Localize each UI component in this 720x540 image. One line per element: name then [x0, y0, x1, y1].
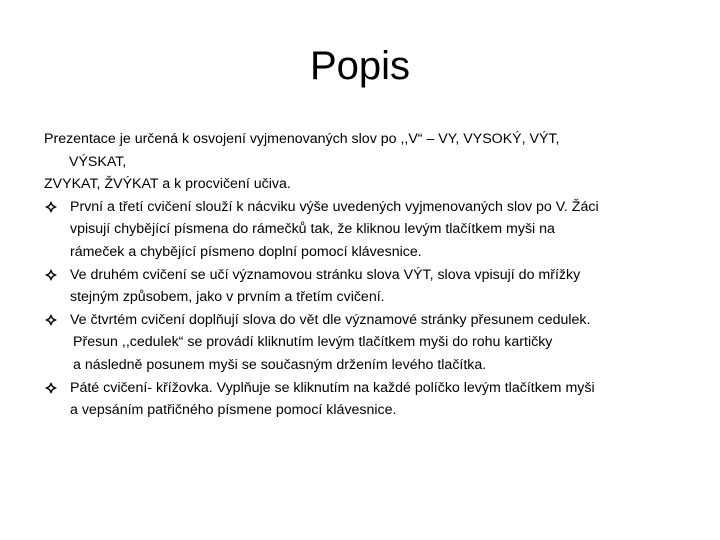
- bullet-item-4: [44, 377, 684, 422]
- bullet-item-2: [44, 264, 684, 309]
- slide-body: [44, 128, 684, 422]
- intro-line-2: VÝSKAT,: [69, 153, 127, 170]
- bullet-item-3: [44, 309, 684, 377]
- diamond-bullet-icon: [44, 268, 58, 282]
- bullet-text-3: [70, 309, 684, 377]
- intro-line-1: Prezentace je určená k osvojení vyjmenovaných slov po ,,V“ – VY, VYSOKÝ, VÝT,: [44, 131, 560, 147]
- bullet-text-1: [70, 196, 684, 264]
- bullet-2-line-2: stejným způsobem, jako v prvním a třetím cvičení.: [70, 289, 385, 306]
- bullet-2-line-1: Ve druhém cvičení se učí významovou stránku slova VÝT, slova vpisují do mřížky: [70, 266, 581, 283]
- diamond-bullet-icon: [44, 381, 58, 395]
- bullet-1-line-2: vpisují chybějící písmena do rámečků tak, že kliknou levým tlačítkem myši na: [70, 221, 555, 238]
- bullet-text-2: [70, 264, 684, 309]
- diamond-bullet-icon: [44, 200, 58, 214]
- bullet-1-line-3: rámeček a chybějící písmeno doplní pomocí klávesnice.: [70, 243, 422, 260]
- bullet-4-line-1: Páté cvičení- křížovka. Vyplňuje se kliknutím na každé políčko levým tlačítkem myši: [70, 379, 595, 396]
- bullet-1-line-1: První a třetí cvičení slouží k nácviku výše uvedených vyjmenovaných slov po V. Žáci: [70, 198, 599, 215]
- bullet-4-line-2: a vepsáním patřičného písmene pomocí klávesnice.: [70, 402, 397, 419]
- slide-title: Popis: [309, 44, 411, 88]
- diamond-bullet-icon: [44, 313, 58, 327]
- bullet-text-4: [70, 377, 684, 422]
- bullet-3-line-2: Přesun ,,cedulek“ se provádí kliknutím levým tlačítkem myši do rohu kartičky: [73, 334, 553, 351]
- bullet-3-line-1: Ve čtvrtém cvičení doplňují slova do vět dle významové stránky přesunem cedulek.: [70, 311, 591, 328]
- intro-line-3: ZVYKAT, ŽVÝKAT a k procvičení učiva.: [44, 176, 291, 193]
- bullet-item-1: [44, 196, 684, 264]
- bullet-3-line-3: a následně posunem myši se současným držením levého tlačítka.: [73, 356, 487, 373]
